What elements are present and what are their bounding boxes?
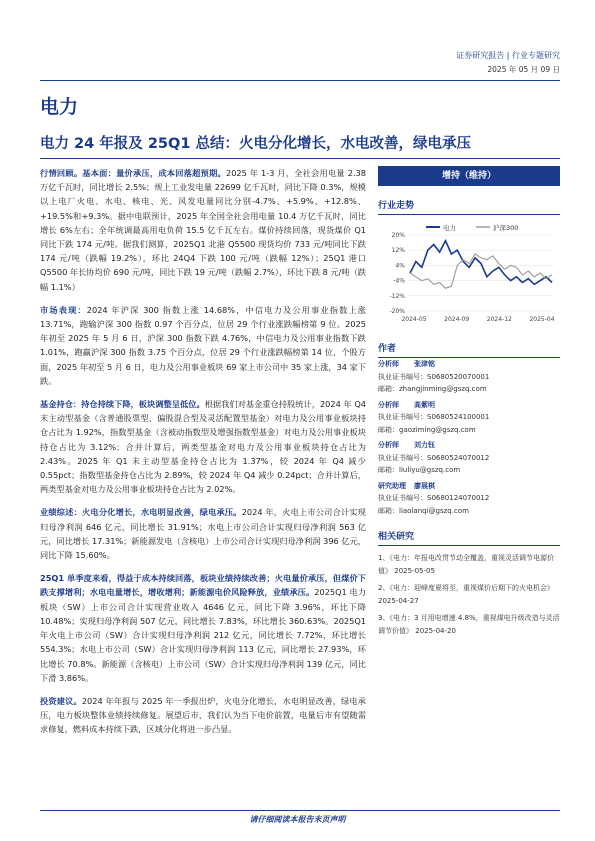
author-name: 刘力钰 — [414, 441, 435, 449]
author-name: 张津铭 — [414, 360, 435, 368]
paragraph-body: 2025Q1 电力板块（SW）上市公司合计实现营业收入 4646 亿元，同比下降 3.96%，环比下降 10.48%；实现归母净利润 507 亿元，同比增长 7.83%，环比增长 360.63%。2025Q1 年火电上市公司（SW）合计实现归母净利润 212 亿元，同比增长 7.72%，环比增长 554.3%；水电上市公司（SW）合计实现归母净利润 113 亿元，同比增长 27.93%，环比增长 70.8%。新能源（含核电）上市公司（SW）合计实现归母净利润 139 亿元，同比下滑 3.86%。 — [40, 587, 366, 683]
author-email[interactable]: zhangjinming@gszq.com — [399, 385, 487, 393]
paragraph-q1 — [40, 571, 366, 685]
x-tick-label: 2024-05 — [401, 316, 427, 323]
trend-chart-svg — [378, 219, 560, 329]
footer-divider — [40, 810, 560, 811]
trend-chart — [378, 219, 560, 329]
author-name: 高紫明 — [414, 400, 435, 409]
paragraph-body: 2024 年年报与 2025 年一季报出炉，火电分化增长，水电明显改善，绿电承压，电力板块整体业绩持续修复。展望后市，我们认为当下电价前置，电量后市有望随需求修复，燃料成本持续下跌，区域分化将进一步凸显。 — [40, 695, 366, 735]
paragraph-lead: 投资建议。 — [40, 695, 82, 706]
author-cert: S0680124070012 — [427, 494, 490, 502]
sidebar — [378, 166, 560, 642]
report-date: 2025 年 05 月 09 日 — [487, 65, 560, 74]
email-label: 邮箱： — [378, 385, 399, 393]
author-entry — [378, 480, 560, 518]
related-text: 1、《电力：年报电改贯节动全覆盖，重视灵活调节电源价值》 — [378, 554, 554, 575]
report-header — [456, 49, 560, 77]
paragraph-fund — [40, 397, 366, 496]
author-role: 分析师 — [378, 400, 399, 409]
y-tick-label: 20% — [391, 232, 405, 239]
y-tick-label: 12% — [391, 247, 405, 255]
email-label: 邮箱： — [378, 466, 399, 474]
author-role: 分析师 — [378, 360, 399, 368]
related-text: 3、《电力：3 月用电增速 4.8%，重视煤电升级改造与灵活调节价值》 — [378, 614, 560, 635]
x-tick-label: 2025-04 — [529, 316, 555, 323]
cert-label: 执业证书编号： — [378, 453, 427, 462]
email-label: 邮箱： — [378, 506, 399, 515]
author-entry — [378, 439, 560, 477]
y-tick-label: -20% — [389, 308, 405, 315]
y-tick-label: 4% — [395, 262, 405, 270]
summary-column — [40, 166, 366, 746]
y-tick-label: -12% — [389, 292, 405, 300]
author-cert: S0680524070012 — [427, 453, 490, 462]
cert-label: 执业证书编号： — [378, 494, 427, 502]
related-item[interactable] — [378, 552, 560, 578]
paragraph-body: 2024 年，火电上市公司合计实现归母净利润 646 亿元，同比增长 31.91%；水电上市公司合计实现归母净利润 563 亿元，同比增长 17.31%；新能源发电（含核电）上市公司合计实现归母净利润 396 亿元，同比下降 15.60%。 — [40, 507, 366, 561]
report-category: 证券研究报告 | 行业专题研究 — [456, 51, 560, 60]
x-tick-label: 2024-12 — [486, 316, 512, 323]
author-email[interactable]: liuliyu@gszq.com — [399, 466, 461, 474]
paragraph-lead: 基金持仓：持仓持续下降，板块调整呈低位。 — [40, 399, 205, 410]
paragraph-advice — [40, 694, 366, 737]
email-label: 邮箱： — [378, 425, 399, 434]
authors-list — [378, 358, 560, 517]
legend-label-csi300: 沪深300 — [493, 224, 519, 232]
paragraph-lead: 行情回顾。基本面：量价承压，成本回落超预期。 — [40, 168, 226, 178]
author-role: 研究助理 — [378, 481, 406, 490]
related-item[interactable] — [378, 612, 560, 638]
series-line-csi300 — [410, 254, 552, 288]
paragraph-lead: 业绩综述：火电分化增长，水电明显改善，绿电承压。 — [40, 507, 242, 518]
author-name: 廖展棋 — [414, 481, 435, 490]
author-cert: S0680524100001 — [427, 413, 490, 421]
paragraph-market — [40, 303, 366, 388]
legend-label-power: 电力 — [443, 224, 456, 232]
related-date: 2025-04-20 — [415, 627, 456, 635]
author-role: 分析师 — [378, 441, 399, 449]
paragraph-performance — [40, 505, 366, 562]
title-divider — [40, 158, 560, 159]
paragraph-review — [40, 166, 366, 294]
footer-disclaimer: 请仔细阅读本报告末页声明 — [249, 815, 346, 824]
author-cert: S0680520070001 — [427, 372, 490, 381]
related-list — [378, 552, 560, 638]
paragraph-body: 2024 年沪深 300 指数上涨 14.68%，中信电力及公用事业指数上涨 13.71%，跑输沪深 300 指数 0.97 个百分点，位居 29 个行业涨跌幅榜第 9 位。2025 年初至 2025 年 5 月 6 日，沪深 300 指数下跌 4.76%，中信电力及公用事业指数下跌 1.01%，跑赢沪深 300 指数 3.75 个百分点，位居 29 个行业涨跌幅榜第 14 位，个股方面，2025 年初至 5 月 6 日，电力及公用事业板块 69 家上市公司中 35 家上涨，34 家下跌。 — [40, 304, 366, 386]
trend-title: 行业走势 — [378, 198, 560, 215]
paragraph-body: 2025 年 1-3 月，全社会用电量 2.38 万亿千瓦时，同比增长 2.5%；规上工业发电量 22699 亿千瓦时，同比下降 0.3%，规模以上电厂火电、水电、核电、光、风发电量同比分别-4.7%、+5.9%、+12.8%、+19.5%和+9.3%。据中电联预计，2025 年全国全社会用电量 10.4 万亿千瓦时，同比增长 6%左右；全年统调最高用电负荷 15.5 亿千瓦左右。煤价持续回落，现货煤价 Q1 同比下跌 174 元/吨。据我们测算，2025Q1 北港 Q5500 现货均价 733 元/吨同比下跌 174 元/吨（跌幅 19.2%），环比 24Q4 下跌 100 元/吨（跌幅 12%）；25Q1 港口 Q5500 年长协均价 690 元/吨，同比下跌 19 元/吨（跌幅 2.7%），环比下跌 8 元/吨（跌幅 1.1%） — [40, 168, 366, 292]
cert-label: 执业证书编号： — [378, 372, 427, 381]
cert-label: 执业证书编号： — [378, 413, 427, 421]
paragraph-lead: 25Q1 单季度来看，得益于成本持续回落，板块业绩持续改善；火电量价承压，但煤价下跌支撑增利；水电电量增长，增收增利；新能源电价风险释放，业绩承压。 — [40, 573, 366, 598]
related-title: 相关研究 — [378, 529, 560, 546]
author-email[interactable]: gaoziming@gszq.com — [399, 425, 476, 434]
related-item[interactable] — [378, 582, 560, 608]
related-date: 2025-04-27 — [378, 597, 419, 605]
rating-badge: 增持（维持） — [378, 166, 560, 186]
report-title: 电力 24 年报及 25Q1 总结：火电分化增长，水电改善，绿电承压 — [40, 136, 471, 152]
paragraph-lead: 市场表现： — [40, 304, 87, 315]
related-date: 2025-05-05 — [394, 567, 435, 575]
paragraph-body: 根据我们对基金重仓持股统计，2024 年 Q4 末主动型基金（含普通股票型、偏股混合型及灵活配置型基金）对电力及公用事业板块持仓占比为 1.92%，指数型基金（含被动指数型及增强指数型基金）对电力及公用事业板块持仓占比为 3.12%；合并计算后，两类型基金对电力及公用事业板块持仓占比为 2.43%。2025 年 Q1 末主动型基金持仓占比为 1.37%，较 2024 年 Q4 减少 0.55pct；指数型基金持仓占比为 2.89%，较 2024 年 Q4 减少 0.24pct；合并计算后，两类型基金对电力及公用事业板块持仓占比为 2.02%。 — [40, 399, 366, 495]
related-text: 2、《电力：迎峰度夏将至，重视煤价后期下的火电机会》 — [378, 584, 554, 592]
author-email[interactable]: liaolanqi@gszq.com — [399, 506, 469, 515]
y-tick-label: -4% — [393, 277, 405, 285]
authors-title: 作者 — [378, 341, 560, 358]
sector-name: 电力 — [40, 96, 79, 118]
series-line-power — [410, 241, 552, 285]
author-entry — [378, 358, 560, 396]
header-divider — [40, 80, 560, 81]
x-tick-label: 2024-09 — [444, 316, 470, 323]
author-entry — [378, 399, 560, 437]
